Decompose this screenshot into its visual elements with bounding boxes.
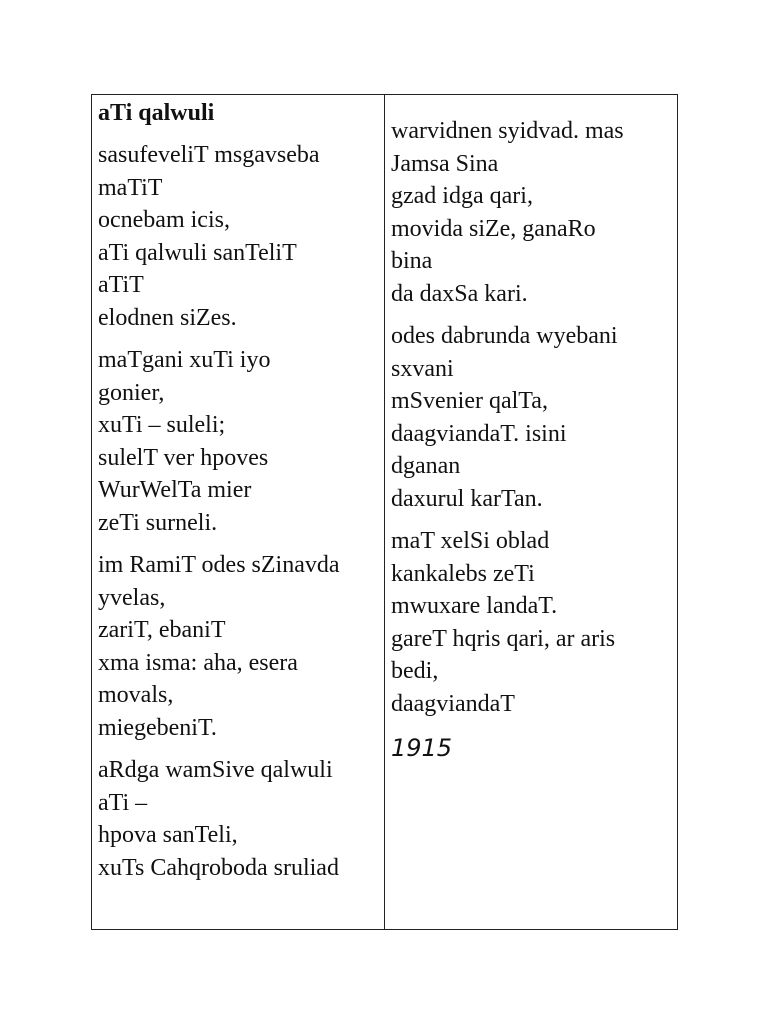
poem-title: aTi qalwuli (98, 100, 215, 126)
poem-line: odes dabrunda wyebani (391, 323, 618, 349)
right-column (385, 95, 677, 929)
poem-line: zariT, ebaniT (98, 617, 226, 643)
poem-line: aRdga wamSive qalwuli (98, 757, 333, 783)
poem-line: aTiT (98, 272, 144, 298)
poem-line: dganan (391, 453, 461, 479)
poem-line: kankalebs zeTi (391, 560, 535, 587)
poem-line: warvidnen syidvad. mas (391, 118, 624, 144)
poem-line: yvelas, (98, 584, 166, 611)
poem-line: daagviandaT. isini (391, 420, 567, 447)
poem-line: aTi qalwuli sanTeliT (98, 239, 297, 266)
stanza (98, 754, 384, 884)
poem-line: gzad idga qari, (391, 183, 533, 209)
poem-line: WurWelTa mier (98, 477, 252, 503)
poem-line: zeTi surneli. (98, 509, 218, 536)
poem-table (91, 94, 678, 930)
poem-line: bina (391, 248, 433, 274)
poem-line: maTgani xuTi iyo (98, 347, 271, 373)
poem-line: movals, (98, 682, 174, 708)
poem-line: movida siZe, ganaRo (391, 215, 596, 242)
poem-line: daxurul karTan. (391, 485, 543, 512)
poem-line: mSvenier qalTa, (391, 388, 548, 414)
poem-line: sxvani (391, 355, 454, 382)
poem-line: mwuxare landaT. (391, 593, 558, 619)
stanza (391, 115, 677, 310)
poem-line: xuTi – suleli; (98, 412, 226, 438)
poem-line: maTiT (98, 174, 163, 201)
stanza (391, 320, 677, 515)
poem-line: miegebeniT. (98, 714, 217, 741)
poem-line: bedi, (391, 658, 439, 684)
poem-line: im RamiT odes sZinavda (98, 552, 340, 578)
stanza (98, 139, 384, 334)
poem-line: aTi – (98, 789, 148, 816)
poem-line: daagviandaT (391, 690, 515, 717)
stanza (98, 344, 384, 539)
left-column (92, 95, 385, 929)
poem-line: maT xelSi oblad (391, 528, 550, 554)
poem-line: hpova sanTeli, (98, 822, 238, 848)
poem-line: gonier, (98, 379, 165, 406)
poem-line: sasufeveliT msgavseba (98, 142, 320, 168)
poem-line: da daxSa kari. (391, 280, 528, 307)
poem-line: elodnen siZes. (98, 304, 237, 331)
poem-line: Jamsa Sina (391, 150, 499, 177)
poem-line: gareT hqris qari, ar aris (391, 625, 616, 652)
poem-line: sulelT ver hpoves (98, 444, 269, 471)
poem-line: xuTs Cahqroboda sruliad (98, 854, 339, 881)
stanza (391, 525, 677, 720)
stanza (98, 549, 384, 744)
poem-line: ocnebam icis, (98, 207, 230, 233)
poem-year: 1915 (391, 734, 453, 762)
poem-line: xma isma: aha, esera (98, 649, 298, 676)
